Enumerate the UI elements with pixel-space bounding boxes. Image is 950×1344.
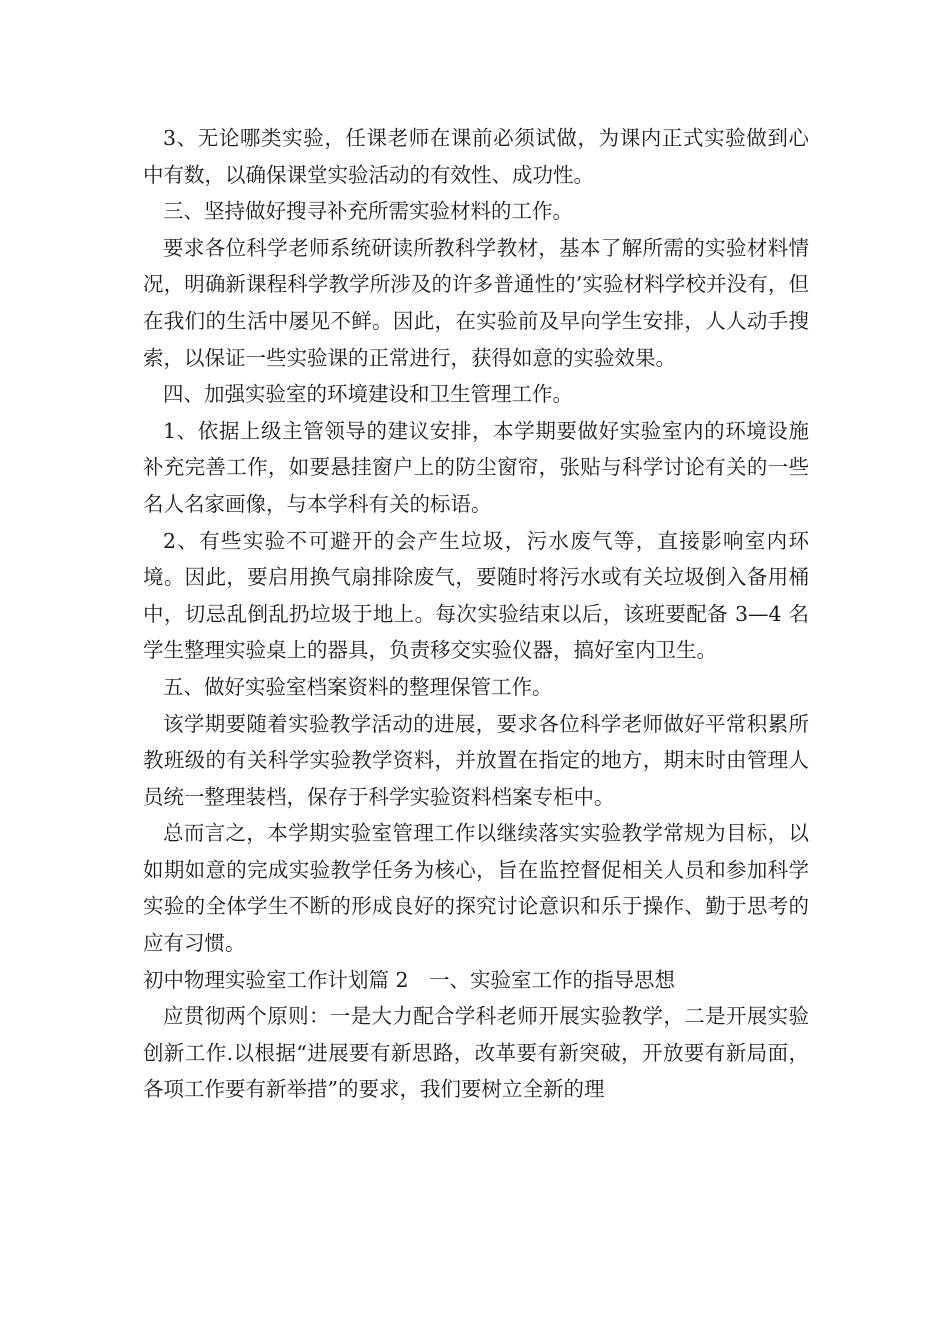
paragraph-summary: 总而言之，本学期实验室管理工作以继续落实实验教学常规为目标，以如期如意的完成实验教学任务为核心，旨在监控督促相关人员和参加科学实验的全体学生不断的形成良好的探究讨论意识和乐于操作、勤于思考的应有习惯。 — [143, 821, 809, 956]
section-heading-5: 五、做好实验室档案资料的整理保管工作。 — [163, 674, 553, 699]
paragraph-environment-1: 1、依据上级主管领导的建议安排，本学期要做好实验室内的环境设施补充完善工作，如要悬挂窗户上的防尘窗帘，张贴与科学讨论有关的一些名人名家画像，与本学科有关的标语。 — [143, 418, 809, 516]
section-heading-4: 四、加强实验室的环境建设和卫生管理工作。 — [163, 382, 573, 407]
section-heading-3: 三、坚持做好搜寻补充所需实验材料的工作。 — [163, 199, 573, 224]
paragraph-environment-2: 2、有些实验不可避开的会产生垃圾，污水废气等，直接影响室内环境。因此，要启用换气扇排除废气，要随时将污水或有关垃圾倒入备用桶中，切忌乱倒乱扔垃圾于地上。每次实验结束以后，该班要配备 3—4 名学生整理实验桌上的器具，负责移交实验仪器，搞好室内卫生。 — [143, 528, 809, 663]
paragraph-archives: 该学期要随着实验教学活动的进展，要求各位科学老师做好平常积累所教班级的有关科学实验教学资料，并放置在指定的地方，期末时由管理人员统一整理装档，保存于科学实验资料档案专柜中。 — [143, 711, 809, 809]
paragraph-principles: 应贯彻两个原则：一是大力配合学科老师开展实验教学，二是开展实验创新工作.以根据“进展要有新思路，改革要有新突破，开放要有新局面，各项工作要有新举措”的要求，我们要树立全新的理 — [143, 1004, 809, 1102]
paragraph-materials: 要求各位科学老师系统研读所教科学教材，基本了解所需的实验材料情况，明确新课程科学教学所涉及的许多普通性的’实验材料学校并没有，但在我们的生活中屡见不鲜。因此，在实验前及早向学生安排，人人动手搜索，以保证一些实验课的正常进行，获得如意的实验效果。 — [143, 235, 809, 370]
paragraph-item-3: 3、无论哪类实验，任课老师在课前必须试做，为课内正式实验做到心中有数，以确保课堂实验活动的有效性、成功性。 — [143, 126, 809, 187]
article-title-part2: 初中物理实验室工作计划篇 2 一、实验室工作的指导思想 — [143, 967, 676, 992]
document-body — [143, 120, 809, 1108]
